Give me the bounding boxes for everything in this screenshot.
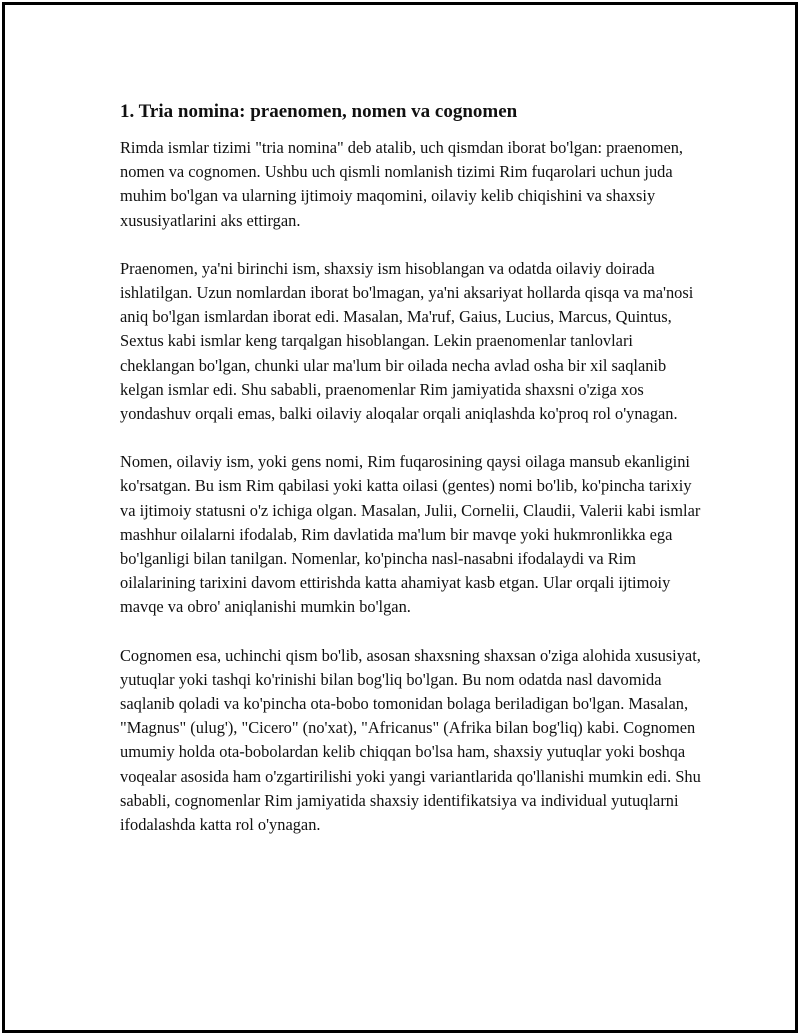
section-title: 1. Tria nomina: praenomen, nomen va cognomen bbox=[120, 101, 518, 122]
paragraph-nomen: Nomen, oilaviy ism, yoki gens nomi, Rim fuqarosining qaysi oilaga mansub ekanligini ko'rsatgan. Bu ism Rim qabilasi yoki katta oilasi (gentes) nomi bo'lib, ko'pincha tarixiy va ijtimoiy statusni o'z ichiga olgan. Masalan, Julii, Cornelii, Claudii, Valerii kabi ismlar mashhur oilalarni ifodalab, Rim davlatida ma'lum bir mavqe yoki hukmronlikka ega bo'lganligi bilan tanilgan. Nomenlar, ko'pincha nasl-nasabni ifodalaydi va Rim oilalarining tarixini davom ettirishda katta ahamiyat kasb etgan. Ular orqali ijtimoiy mavqe va obro' aniqlanishi mumkin bo'lgan. bbox=[120, 452, 701, 617]
paragraph-tria-nomina-intro: Rimda ismlar tizimi "tria nomina" deb atalib, uch qismdan iborat bo'lgan: praenomen, nomen va cognomen. Ushbu uch qismli nomlanish tizimi Rim fuqarolari uchun juda muhim bo'lgan va ularning ijtimoiy maqomini, oilaviy kelib chiqishini va shaxsiy xususiyatlarini aks ettirgan. bbox=[120, 138, 684, 230]
paragraph-cognomen: Cognomen esa, uchinchi qism bo'lib, asosan shaxsning shaxsan o'ziga alohida xususiyat, yutuqlar yoki tashqi ko'rinishi bilan bog'liq bo'lgan. Bu nom odatda nasl davomida saqlanib qoladi va ko'pincha ota-bobo tomonidan bolaga beriladigan bo'lgan. Masalan, "Magnus" (ulug'), "Cicero" (no'xat), "Africanus" (Afrika bilan bog'liq) kabi. Cognomen umumiy holda ota-bobolardan kelib chiqqan bo'lsa ham, shaxsiy yutuqlar yoki boshqa voqealar asosida ham o'zgartirilishi yoki yangi variantlarida qo'llanishi mumkin edi. Shu sababli, cognomenlar Rim jamiyatida shaxsiy identifikatsiya va individual yutuqlarni ifodalashda katta rol o'ynagan. bbox=[120, 645, 701, 835]
document-body bbox=[120, 100, 710, 861]
paragraph-praenomen: Praenomen, ya'ni birinchi ism, shaxsiy ism hisoblangan va odatda oilaviy doirada ishlatilgan. Uzun nomlardan iborat bo'lmagan, ya'ni aksariyat hollarda qisqa va ma'nosi aniq bo'lgan ismlardan iborat edi. Masalan, Ma'ruf, Gaius, Lucius, Marcus, Quintus, Sextus kabi ismlar keng tarqalgan hisoblangan. Lekin praenomenlar tanlovlari cheklangan bo'lgan, chunki ular ma'lum bir oilada necha avlad osha bir xil saqlanib kelgan ismlar edi. Shu sababli, praenomenlar Rim jamiyatida shaxsni o'ziga xos yondashuv orqali emas, balki oilaviy aloqalar orqali aniqlashda ko'proq rol o'ynagan. bbox=[120, 258, 694, 424]
document-page bbox=[2, 2, 798, 1033]
